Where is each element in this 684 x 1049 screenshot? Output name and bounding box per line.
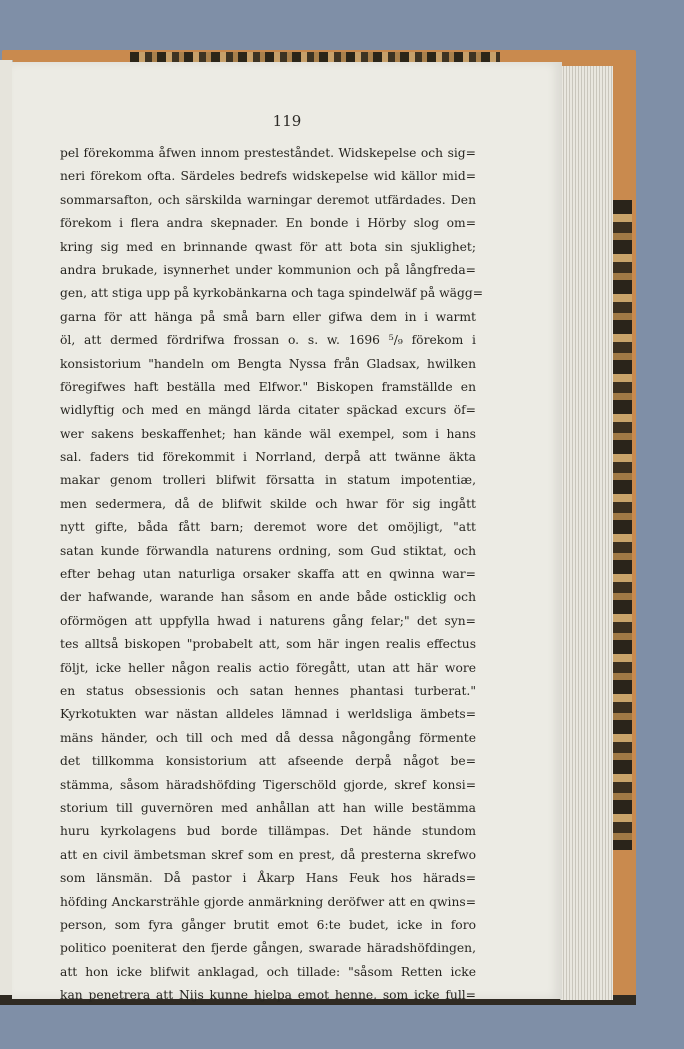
text-line: Kyrkotukten war nästan alldeles lämnad i werldsliga ämbets= [60,707,476,722]
text-line: förekom i flera andra skepnader. En bonde i Hörby slog om= [60,216,476,231]
text-line: stämma, såsom häradshöfding Tigerschöld gjorde, skref konsi= [60,777,476,792]
text-line: garna för att hänga på små barn eller gifwa dem in i warmt [60,309,476,324]
page-stack-edge [560,66,613,1000]
text-line: andra brukade, isynnerhet under kommunion och på långfreda= [60,262,476,277]
text-line: satan kunde förwandla naturens ordning, som Gud stiktat, och [60,543,476,558]
text-line: nytt gifte, båda fått barn; deremot wore det omöjligt, "att [60,520,476,535]
text-line: men sedermera, då de blifwit skilde och hwar för sig ingått [60,496,476,511]
text-line: widlyftig och med en mängd lärda citater späckad excurs öf= [60,403,476,418]
text-line: sal. faders tid förekommit i Norrland, derpå att twänne äkta [60,450,476,465]
text-line: efter behag utan naturliga orsaker skaffa att en qwinna war= [60,567,476,582]
text-line: gen, att stiga upp på kyrkobänkarna och taga spindelwäf på wägg= [60,286,484,301]
marbled-edge-right [610,200,632,850]
text-line: neri förekom ofta. Särdeles bedrefs widskepelse wid källor mid= [60,169,476,184]
text-line: tes alltså biskopen "probabelt att, som här ingen realis effectus [60,637,476,652]
text-line: föregifwes haft beställa med Elfwor." Biskopen framställde en [60,379,476,394]
text-line: att en civil ämbetsman skref som en prest, då presterna skrefwo [60,847,476,862]
text-line: följt, icke heller någon realis actio föregått, utan att här wore [60,660,476,675]
text-line: kan penetrera att Nijs kunne hjelpa emot henne, som icke full= [60,988,476,1003]
text-line: politico poeniterat den fjerde gången, swarade häradshöfdingen, [60,941,476,956]
text-line: makar genom trolleri blifwit försatta in statum impotentiæ, [60,473,476,488]
text-line: kring sig med en brinnande qwast för att bota sin sjuklighet; [60,239,476,254]
text-line: wer sakens beskaffenhet; han kände wäl exempel, som i hans [60,426,476,441]
text-line: huru kyrkolagens bud borde tillämpas. Det hände stundom [60,824,476,839]
page-text [60,142,484,1007]
text-line: sommarsafton, och särskilda warningar deremot utfärdades. Den [60,192,476,207]
text-line: pel förekomma åfwen innom presteståndet. Widskepelse och sig= [60,146,476,160]
page-number: 119 [272,112,302,130]
text-line: öl, att dermed fördrifwa frossan o. s. w. 1696 ⁵/₉ förekom i [60,333,476,348]
text-line: mäns händer, och till och med då dessa någongång förmente [60,730,476,745]
text-line: en status obsessionis och satan hennes phantasi turberat." [60,683,476,698]
book-page [12,62,562,1003]
text-line: det tillkomma konsistorium att afseende derpå något be= [60,754,476,769]
text-line: der hafwande, warande han såsom en ande både osticklig och [60,590,476,605]
text-line: konsistorium "handeln om Bengta Nyssa från Gladsax, hwilken [60,356,476,371]
text-line: oförmögen att uppfylla hwad i naturens gång felar;" det syn= [60,613,476,628]
text-line: person, som fyra gånger brutit emot 6:te budet, icke in foro [60,917,476,932]
text-line: storium till guvernören med anhållan att han wille bestämma [60,800,476,815]
text-line: att hon icke blifwit anklagad, och tillade: "såsom Retten icke [60,964,476,979]
text-line: höfding Anckarsträhle gjorde anmärkning deröfwer att en qwins= [60,894,476,909]
text-line: som länsmän. Då pastor i Åkarp Hans Feuk hos härads= [60,871,476,886]
